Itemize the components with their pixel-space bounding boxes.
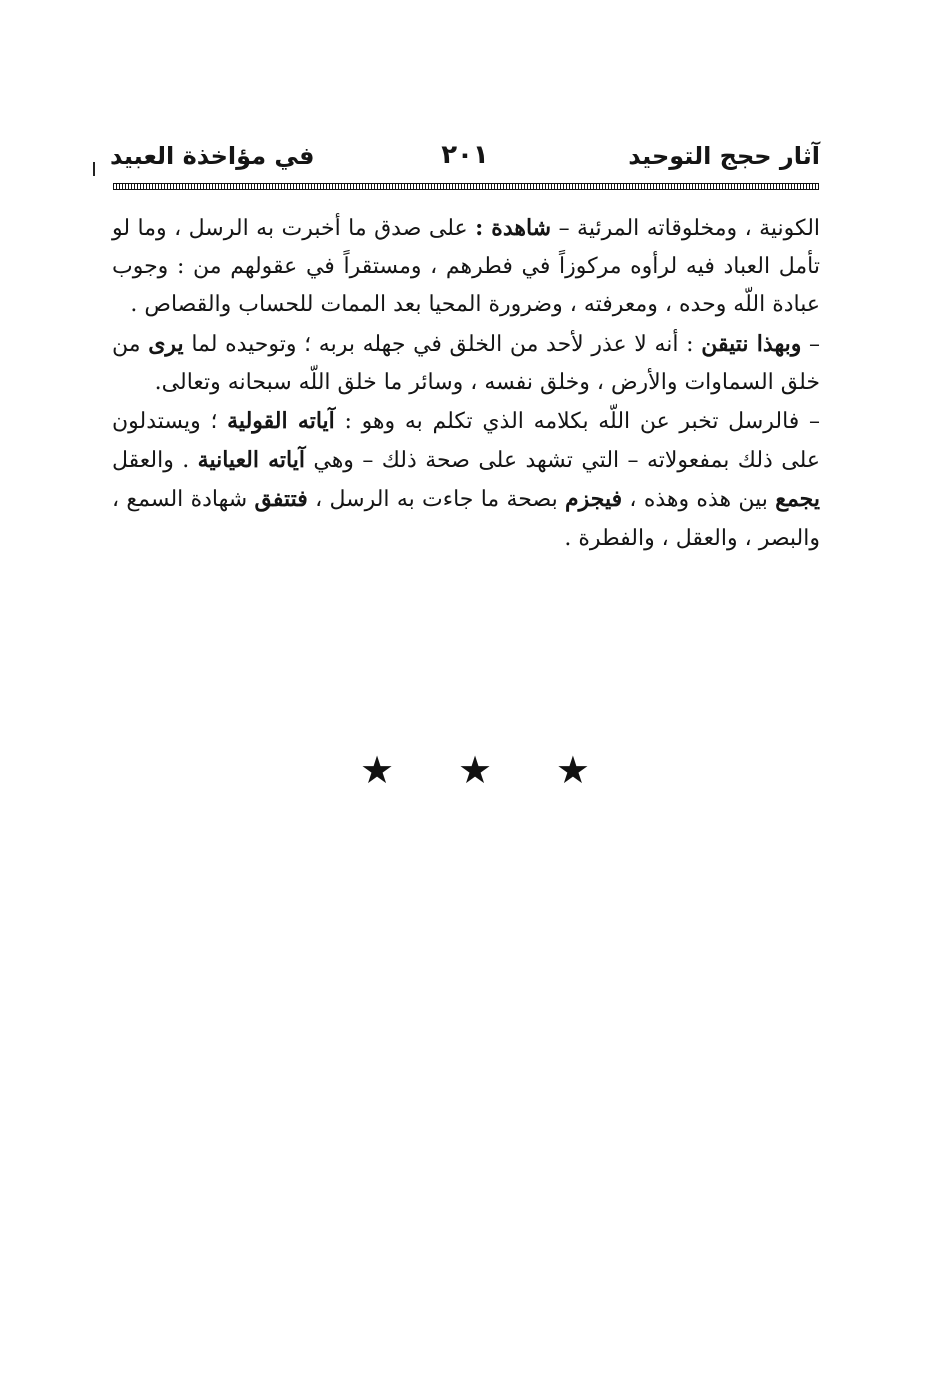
bold-phrase: فتتفق <box>254 486 308 513</box>
text-run: ؛ ويستدلون على ذلك بمفعولاته – التي تشهد على صحة ذلك – وهي <box>112 409 821 474</box>
paragraph-3 <box>112 402 820 558</box>
section-separator <box>360 745 590 795</box>
book-title: آثار حجج التوحيد <box>628 142 820 170</box>
text-run: شهادة السمع ، والبصر ، والعقل ، والفطرة . <box>112 487 820 551</box>
text-run: الكونية ، ومخلوقاته المرئية – <box>551 216 821 241</box>
text-run: من خلق السماوات والأرض ، وخلق نفسه ، وسائر ما خلق اللّه سبحانه وتعالى. <box>112 331 820 395</box>
header-divider <box>113 183 819 190</box>
bold-phrase: وبهذا نتيقن <box>701 330 802 357</box>
paragraph-2 <box>112 325 820 402</box>
page-number: ٢٠١ <box>441 140 489 170</box>
text-run: على صدق ما أخبرت به الرسل ، وما لو تأمل العباد فيه لرأوه مركوزاً في فطرهم ، ومستقراً في عقولهم من : وجوب عبادة اللّه وحده ، ومعرفته ، وضرورة المحيا بعد الممات للحساب والقصاص . <box>112 216 820 318</box>
chapter-title: في مؤاخذة العبيد <box>110 142 315 170</box>
star-icon: ★ <box>457 748 493 792</box>
bold-phrase: يرى <box>148 330 184 357</box>
text-run: بصحة ما جاءت به الرسل ، <box>307 487 565 513</box>
bold-phrase: آياته العيانية <box>197 447 305 474</box>
bold-phrase: يجمع <box>775 486 820 513</box>
text-run: . والعقل <box>112 448 198 474</box>
bold-phrase: فيجزم <box>565 486 623 513</box>
text-run: – <box>801 331 821 357</box>
running-header <box>110 140 820 180</box>
text-run: بين هذه وهذه ، <box>622 487 776 513</box>
text-run: – فالرسل تخبر عن اللّه بكلامه الذي تكلم به وهو : <box>334 409 820 435</box>
bold-phrase: شاهدة : <box>475 215 552 241</box>
text-run: : أنه لا عذر لأحد من الخلق في جهله بربه ؛ وتوحيده لما <box>183 331 702 357</box>
body-text <box>112 209 820 558</box>
star-icon: ★ <box>555 748 590 792</box>
star-icon: ★ <box>360 748 395 792</box>
bold-phrase: آياته القولية <box>227 408 335 435</box>
paragraph-1 <box>112 209 820 325</box>
margin-mark <box>93 162 95 176</box>
